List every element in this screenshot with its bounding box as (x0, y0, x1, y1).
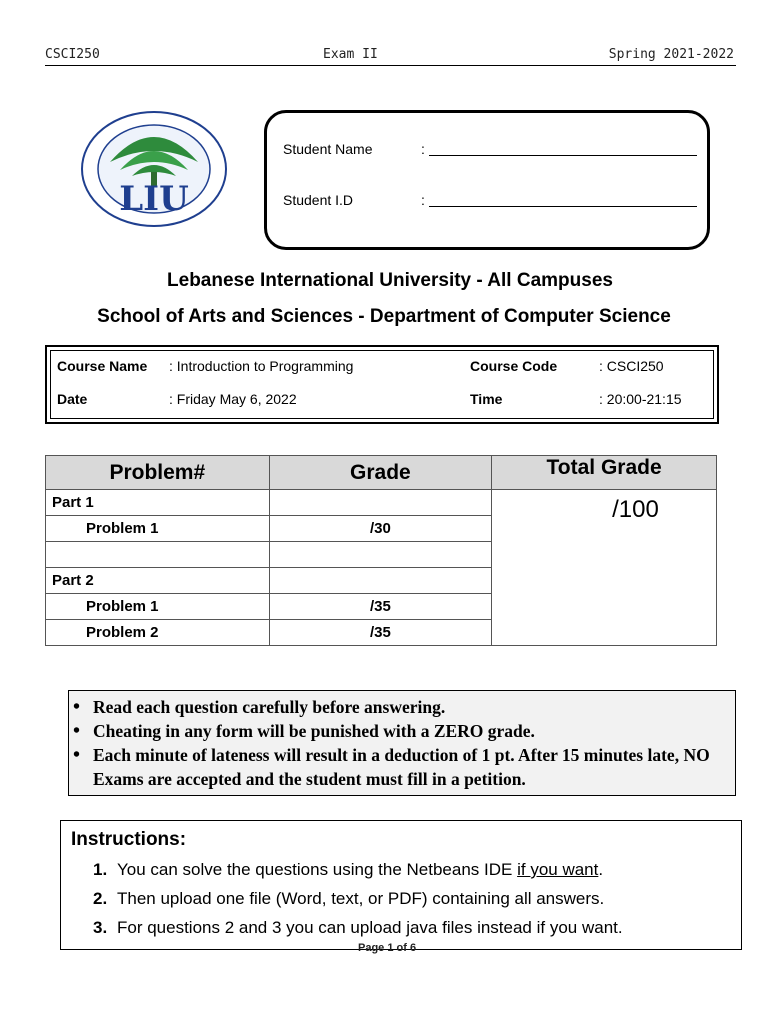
rule-item: • Read each question carefully before answering. (73, 695, 729, 719)
rule-item: • Cheating in any form will be punished with a ZERO grade. (73, 719, 729, 743)
time-label: Time (470, 391, 503, 407)
student-info-box (264, 110, 710, 250)
header-problem: Problem# (46, 456, 270, 490)
problem-cell: Part 2 (46, 568, 270, 594)
instructions-title: Instructions: (71, 829, 187, 850)
course-info-box (45, 345, 719, 424)
page-number: Page 1 of 6 (358, 942, 417, 954)
problem-cell: Part 1 (46, 490, 270, 516)
instruction-item: 1. You can solve the questions using the Netbeans IDE if you want. (93, 860, 604, 879)
school-title: School of Arts and Sciences - Department of Computer Science (97, 306, 671, 327)
date-value: : Friday May 6, 2022 (169, 391, 297, 407)
rules-box (68, 690, 736, 796)
instruction-item: 3. For questions 2 and 3 you can upload java files instead if you want. (93, 918, 623, 937)
grade-cell: /35 (269, 594, 492, 620)
colon: : (421, 141, 425, 157)
grade-cell: /30 (269, 516, 492, 542)
course-name-value: : Introduction to Programming (169, 358, 354, 374)
colon: : (421, 192, 425, 208)
student-name-field[interactable] (429, 155, 697, 156)
header-course: CSCI250 (45, 47, 100, 62)
instruction-item: 2. Then upload one file (Word, text, or PDF) containing all answers. (93, 889, 605, 908)
total-grade-value: /100 (612, 496, 659, 523)
instructions-box (60, 820, 742, 950)
grade-cell (269, 490, 492, 516)
problem-cell: Problem 2 (46, 620, 270, 646)
date-label: Date (57, 391, 88, 407)
course-code-value: : CSCI250 (599, 358, 664, 374)
rule-item: • Each minute of lateness will result in a deduction of 1 pt. After 15 minutes late, NO Exams are accepted and the student must fill in a petition. (73, 743, 729, 791)
header-grade: Grade (269, 456, 492, 490)
student-id-label: Student I.D (283, 192, 354, 208)
problem-cell: Problem 1 (46, 516, 270, 542)
header-total-grade: Total Grade (492, 456, 717, 490)
header-semester: Spring 2021-2022 (608, 47, 734, 62)
student-name-label: Student Name (283, 141, 373, 157)
grade-cell: /35 (269, 620, 492, 646)
grade-table (45, 455, 717, 646)
table-row (46, 490, 717, 516)
logo-text: LIU (119, 179, 189, 219)
grade-cell (269, 568, 492, 594)
time-value: : 20:00-21:15 (599, 391, 682, 407)
grade-cell (269, 542, 492, 568)
course-name-label: Course Name (57, 358, 148, 374)
university-logo (80, 110, 228, 228)
header-exam: Exam II (323, 47, 378, 62)
total-grade-cell (492, 490, 717, 646)
problem-cell (46, 542, 270, 568)
student-id-field[interactable] (429, 206, 697, 207)
course-code-label: Course Code (470, 358, 558, 374)
problem-cell: Problem 1 (46, 594, 270, 620)
page-header (45, 46, 736, 66)
university-title: Lebanese International University - All Campuses (167, 270, 613, 291)
